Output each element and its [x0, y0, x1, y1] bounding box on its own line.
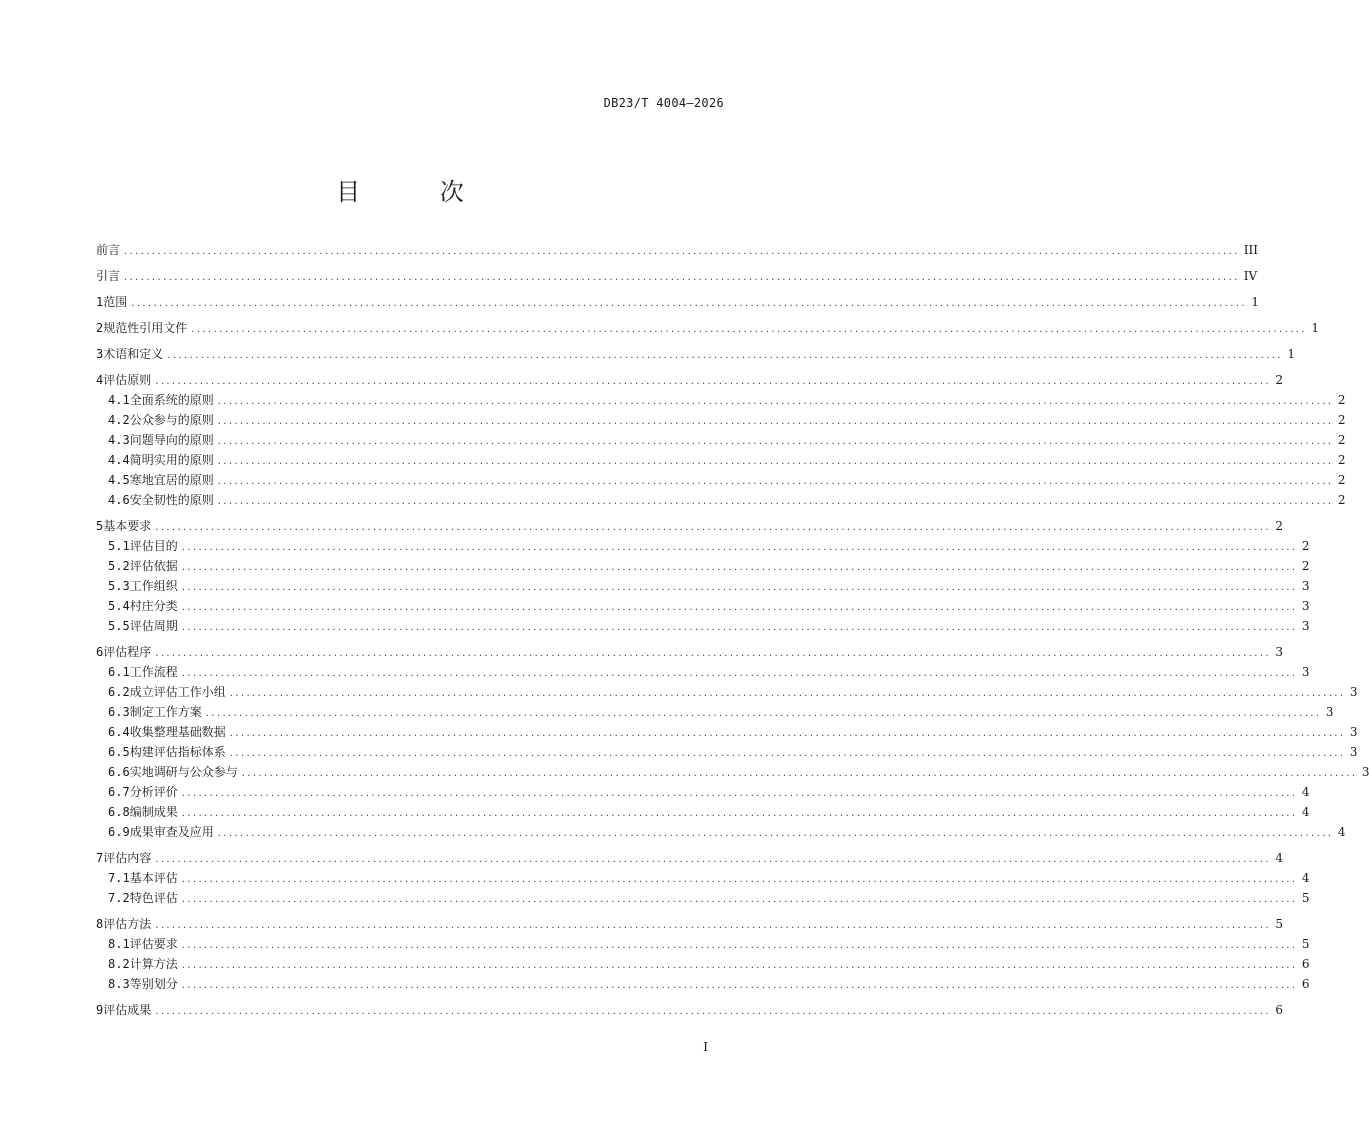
toc-subentry[interactable]	[96, 702, 1334, 722]
toc-entry-page: 2	[1337, 413, 1346, 427]
toc-entry-page: 6	[1301, 977, 1310, 991]
toc-entry-title: 分析评价	[129, 785, 178, 799]
toc-entry-title: 基本要求	[103, 519, 152, 533]
toc-entry-page: 3	[1361, 765, 1369, 779]
dot-leader: ........................................................................................................................................................................................................	[181, 940, 1298, 951]
toc-subentry[interactable]	[96, 822, 1346, 842]
toc-entry-page: 2	[1275, 373, 1283, 387]
toc-subentry[interactable]	[96, 576, 1310, 596]
toc-entry-number: 4.2	[108, 413, 130, 427]
toc-entry-page: 4	[1301, 871, 1310, 885]
toc-subentry[interactable]	[96, 662, 1310, 682]
toc-entry-title: 评估原则	[103, 373, 152, 387]
dot-leader: ........................................................................................................................................................................................................	[229, 688, 1346, 699]
toc-entry-title: 全面系统的原则	[129, 393, 214, 407]
dot-leader: ........................................................................................................................................................................................................	[181, 542, 1298, 553]
toc-entry-number: 6.3	[108, 705, 130, 719]
toc-entry-number: 4.3	[108, 433, 130, 447]
dot-leader: ........................................................................................................................................................................................................	[155, 648, 1271, 659]
toc-entry-title: 评估内容	[103, 851, 152, 865]
toc-entry-page: 3	[1325, 705, 1334, 719]
toc-entry-page: 3	[1349, 725, 1358, 739]
toc-entry[interactable]	[96, 266, 1258, 286]
toc-entry-title: 工作流程	[129, 665, 178, 679]
dot-leader: ........................................................................................................................................................................................................	[131, 298, 1247, 309]
toc-entry-title: 规范性引用文件	[103, 321, 188, 335]
toc-entry-title: 术语和定义	[103, 347, 164, 361]
toc-entry-page: 3	[1301, 579, 1310, 593]
toc-entry-number: 5.4	[108, 599, 130, 613]
dot-leader: ........................................................................................................................................................................................................	[181, 562, 1298, 573]
dot-leader: ........................................................................................................................................................................................................	[217, 436, 1334, 447]
dot-leader: ........................................................................................................................................................................................................	[205, 708, 1322, 719]
toc-entry-title: 评估周期	[129, 619, 178, 633]
toc-entry-page: 4	[1337, 825, 1346, 839]
dot-leader: ........................................................................................................................................................................................................	[181, 582, 1298, 593]
toc-entry-number: 6.5	[108, 745, 130, 759]
toc-entry-title: 基本评估	[129, 871, 178, 885]
toc-entry-number: 7.1	[108, 871, 130, 885]
toc-subentry[interactable]	[96, 450, 1346, 470]
dot-leader: ........................................................................................................................................................................................................	[181, 788, 1298, 799]
toc-entry-page: 2	[1275, 519, 1283, 533]
toc-entry-page: 3	[1301, 599, 1310, 613]
toc-entry-page: 4	[1275, 851, 1283, 865]
toc-entry-number: 6.7	[108, 785, 130, 799]
toc-subentry[interactable]	[96, 742, 1358, 762]
page-title: 目 次	[336, 178, 500, 206]
toc-entry-title: 范围	[103, 295, 128, 309]
dot-leader: ........................................................................................................................................................................................................	[167, 350, 1283, 361]
toc-entry-number: 1	[96, 295, 104, 309]
toc-entry[interactable]	[96, 292, 1259, 312]
document-code: DB23/T 4004—2026	[603, 96, 724, 110]
dot-leader: ........................................................................................................................................................................................................	[181, 668, 1298, 679]
toc-entry[interactable]	[96, 848, 1283, 868]
toc-entry-title: 计算方法	[129, 957, 178, 971]
toc-entry-number: 8	[96, 917, 104, 931]
dot-leader: ........................................................................................................................................................................................................	[217, 828, 1334, 839]
dot-leader: ........................................................................................................................................................................................................	[181, 894, 1298, 905]
dot-leader: ........................................................................................................................................................................................................	[241, 768, 1358, 779]
toc-entry[interactable]	[96, 318, 1319, 338]
toc-entry-page: 5	[1275, 917, 1283, 931]
toc-subentry[interactable]	[96, 934, 1310, 954]
toc-entry-number: 6.9	[108, 825, 130, 839]
toc-entry[interactable]	[96, 1000, 1283, 1020]
toc-entry-page: 3	[1349, 685, 1358, 699]
toc-subentry[interactable]	[96, 782, 1310, 802]
dot-leader: ........................................................................................................................................................................................................	[155, 854, 1271, 865]
dot-leader: ........................................................................................................................................................................................................	[155, 920, 1271, 931]
toc-entry-page: 3	[1301, 665, 1310, 679]
page-number: I	[703, 1040, 708, 1054]
toc-entry-number: 6	[96, 645, 104, 659]
toc-entry[interactable]	[96, 344, 1295, 364]
toc-entry-number: 6.4	[108, 725, 130, 739]
dot-leader: ........................................................................................................................................................................................................	[217, 396, 1334, 407]
toc-entry-page: 2	[1337, 453, 1346, 467]
toc-subentry[interactable]	[96, 490, 1346, 510]
toc-entry-title: 评估要求	[129, 937, 178, 951]
dot-leader: ........................................................................................................................................................................................................	[181, 960, 1298, 971]
toc-entry-page: 2	[1337, 393, 1346, 407]
dot-leader: ........................................................................................................................................................................................................	[181, 602, 1298, 613]
toc-subentry[interactable]	[96, 868, 1310, 888]
dot-leader: ........................................................................................................................................................................................................	[155, 522, 1271, 533]
toc-entry-title: 简明实用的原则	[129, 453, 214, 467]
toc-entry-title: 等别划分	[129, 977, 178, 991]
toc-entry-page: 5	[1301, 937, 1310, 951]
toc-entry-page: 2	[1337, 473, 1346, 487]
toc-entry-number: 7.2	[108, 891, 130, 905]
toc-entry-title: 特色评估	[129, 891, 178, 905]
toc-entry-number: 3	[96, 347, 104, 361]
toc-entry-title: 制定工作方案	[129, 705, 202, 719]
dot-leader: ........................................................................................................................................................................................................	[124, 246, 1240, 257]
dot-leader: ........................................................................................................................................................................................................	[229, 728, 1346, 739]
toc-entry-title: 寒地宜居的原则	[129, 473, 214, 487]
toc-entry-page: 4	[1301, 785, 1310, 799]
toc-subentry[interactable]	[96, 596, 1310, 616]
toc-entry-number: 5.2	[108, 559, 130, 573]
toc-entry-number: 5.3	[108, 579, 130, 593]
toc-entry-number: 5.5	[108, 619, 130, 633]
toc-entry-title: 引言	[96, 269, 121, 283]
toc-entry-number: 4.6	[108, 493, 130, 507]
toc-entry-page: 3	[1275, 645, 1283, 659]
dot-leader: ........................................................................................................................................................................................................	[155, 376, 1271, 387]
toc-entry-number: 8.1	[108, 937, 130, 951]
toc-entry-title: 成果审查及应用	[129, 825, 214, 839]
toc-entry-title: 构建评估指标体系	[129, 745, 226, 759]
dot-leader: ........................................................................................................................................................................................................	[217, 476, 1334, 487]
toc-entry-title: 前言	[96, 243, 121, 257]
toc-entry-title: 问题导向的原则	[129, 433, 214, 447]
toc-entry-title: 工作组织	[129, 579, 178, 593]
toc-entry-number: 4	[96, 373, 104, 387]
toc-entry-title: 成立评估工作小组	[129, 685, 226, 699]
toc-entry-number: 8.3	[108, 977, 130, 991]
toc-subentry[interactable]	[96, 888, 1310, 908]
toc-subentry[interactable]	[96, 390, 1346, 410]
toc-subentry[interactable]	[96, 556, 1310, 576]
toc-entry-page: IV	[1243, 269, 1258, 283]
toc-subentry[interactable]	[96, 430, 1346, 450]
toc-subentry[interactable]	[96, 682, 1358, 702]
toc-subentry[interactable]	[96, 762, 1369, 782]
toc-entry[interactable]	[96, 240, 1258, 260]
toc-subentry[interactable]	[96, 536, 1310, 556]
toc-entry-number: 9	[96, 1003, 104, 1017]
dot-leader: ........................................................................................................................................................................................................	[217, 416, 1334, 427]
toc-entry-number: 8.2	[108, 957, 130, 971]
toc-entry-number: 4.5	[108, 473, 130, 487]
toc-entry-page: 3	[1301, 619, 1310, 633]
toc-entry-page: 1	[1251, 295, 1259, 309]
toc-entry-page: 6	[1301, 957, 1310, 971]
toc-entry-title: 公众参与的原则	[129, 413, 214, 427]
toc-subentry[interactable]	[96, 722, 1358, 742]
toc-entry[interactable]	[96, 516, 1283, 536]
toc-entry-number: 5.1	[108, 539, 130, 553]
toc-subentry[interactable]	[96, 954, 1310, 974]
toc-entry[interactable]	[96, 914, 1283, 934]
toc-subentry[interactable]	[96, 410, 1346, 430]
toc-entry-title: 评估方法	[103, 917, 152, 931]
dot-leader: ........................................................................................................................................................................................................	[124, 272, 1240, 283]
toc-entry[interactable]	[96, 370, 1283, 390]
toc-subentry[interactable]	[96, 802, 1310, 822]
toc-entry-page: 2	[1337, 493, 1346, 507]
toc-entry-page: 2	[1301, 539, 1310, 553]
toc-entry-title: 评估目的	[129, 539, 178, 553]
toc-entry-number: 4.1	[108, 393, 130, 407]
dot-leader: ........................................................................................................................................................................................................	[181, 808, 1298, 819]
toc-entry-page: 4	[1301, 805, 1310, 819]
toc-entry[interactable]	[96, 642, 1283, 662]
toc-entry-number: 7	[96, 851, 104, 865]
dot-leader: ........................................................................................................................................................................................................	[181, 622, 1298, 633]
dot-leader: ........................................................................................................................................................................................................	[217, 456, 1334, 467]
table-of-contents	[96, 240, 1369, 1020]
toc-entry-title: 评估程序	[103, 645, 152, 659]
dot-leader: ........................................................................................................................................................................................................	[191, 324, 1307, 335]
dot-leader: ........................................................................................................................................................................................................	[181, 980, 1298, 991]
toc-entry-title: 安全韧性的原则	[129, 493, 214, 507]
dot-leader: ........................................................................................................................................................................................................	[229, 748, 1346, 759]
dot-leader: ........................................................................................................................................................................................................	[217, 496, 1334, 507]
toc-subentry[interactable]	[96, 974, 1310, 994]
toc-entry-title: 村庄分类	[129, 599, 178, 613]
toc-entry-page: 1	[1311, 321, 1319, 335]
toc-subentry[interactable]	[96, 470, 1346, 490]
toc-entry-page: III	[1243, 243, 1258, 257]
toc-entry-page: 5	[1301, 891, 1310, 905]
dot-leader: ........................................................................................................................................................................................................	[181, 874, 1298, 885]
toc-entry-number: 6.6	[108, 765, 130, 779]
toc-entry-title: 评估依据	[129, 559, 178, 573]
toc-entry-title: 评估成果	[103, 1003, 152, 1017]
toc-entry-number: 5	[96, 519, 104, 533]
dot-leader: ........................................................................................................................................................................................................	[155, 1006, 1271, 1017]
toc-entry-title: 实地调研与公众参与	[129, 765, 238, 779]
toc-entry-page: 2	[1301, 559, 1310, 573]
toc-entry-page: 1	[1287, 347, 1295, 361]
toc-subentry[interactable]	[96, 616, 1310, 636]
toc-entry-page: 2	[1337, 433, 1346, 447]
toc-entry-title: 编制成果	[129, 805, 178, 819]
toc-entry-number: 6.1	[108, 665, 130, 679]
toc-entry-number: 6.8	[108, 805, 130, 819]
toc-entry-number: 2	[96, 321, 104, 335]
toc-entry-number: 6.2	[108, 685, 130, 699]
toc-entry-page: 6	[1275, 1003, 1283, 1017]
toc-entry-title: 收集整理基础数据	[129, 725, 226, 739]
toc-entry-number: 4.4	[108, 453, 130, 467]
toc-entry-page: 3	[1349, 745, 1358, 759]
